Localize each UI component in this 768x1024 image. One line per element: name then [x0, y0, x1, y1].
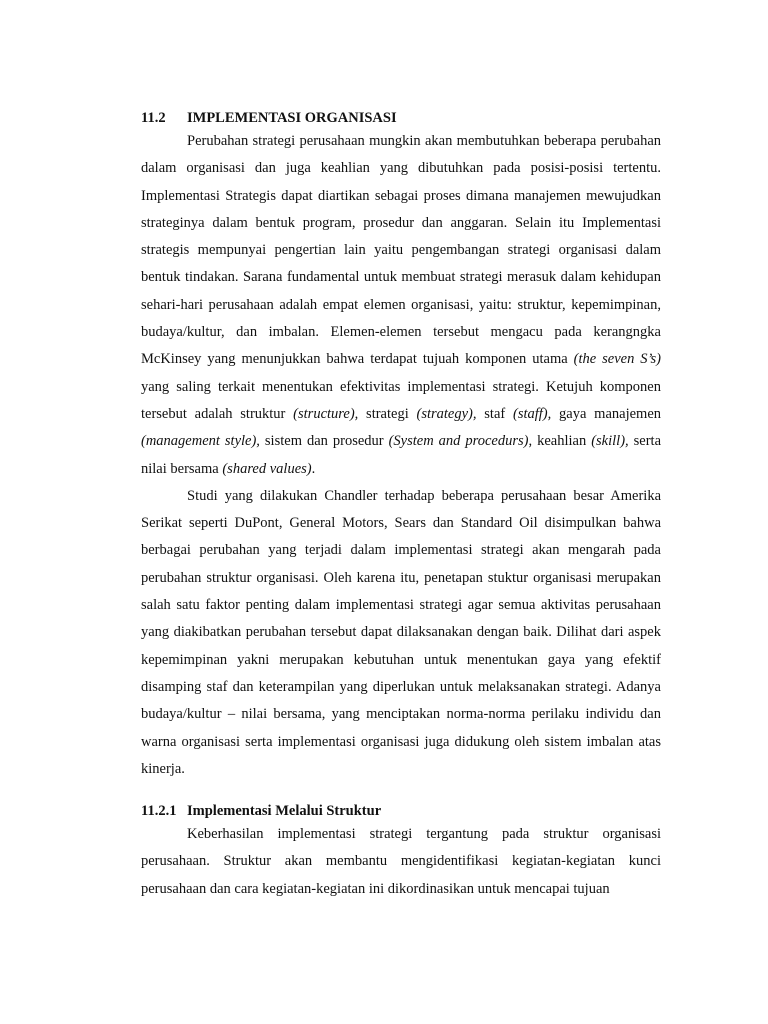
section-title: IMPLEMENTASI ORGANISASI: [187, 110, 397, 126]
paragraph-1-text: yang saling terkait menentukan efektivitas implementasi strategi. Ketujuh komponen tersebut adalah struktur: [141, 378, 661, 422]
paragraph-1-text: staf: [476, 405, 513, 422]
paragraph-1: [141, 128, 661, 483]
italic-term: (management style),: [141, 433, 260, 450]
paragraph-1-text: strategi: [358, 405, 417, 422]
paragraph-1-text: sistem dan prosedur: [259, 433, 389, 450]
italic-term: (System and procedurs): [388, 433, 529, 450]
italic-term: (shared values): [222, 460, 312, 477]
italic-term: (strategy),: [416, 405, 477, 422]
italic-term: (staff),: [513, 405, 552, 422]
paragraph-1-text: .: [311, 460, 316, 477]
paragraph-1-text: gaya manajemen: [551, 405, 662, 422]
document-page: [141, 108, 661, 903]
paragraph-1-text: , keahlian: [528, 433, 592, 450]
italic-term: (skill),: [591, 433, 629, 450]
section-heading: [141, 108, 661, 128]
italic-term: (structure),: [293, 405, 359, 422]
italic-term: (the seven S’s): [573, 351, 661, 368]
subsection-title: Implementasi Melalui Struktur: [187, 803, 382, 820]
paragraph-2: Studi yang dilakukan Chandler terhadap beberapa perusahaan besar Amerika Serikat seperti DuPont, General Motors, Sears dan Standard Oil disimpulkan bahwa berbagai perubahan yang terjadi dalam implementasi strategi akan mengarah pada perubahan struktur organisasi. Oleh karena itu, penetapan stuktur organisasi merupakan salah satu faktor penting dalam implementasi strategi agar semua aktivitas perusahaan yang diakibatkan perubahan tersebut dapat dilaksanakan dengan baik. Dilihat dari aspek kepemimpinan yakni merupakan kebutuhan untuk menentukan gaya yang efektif disamping staf dan keterampilan yang diperlukan untuk melaksanakan strategi. Adanya budaya/kultur – nilai bersama, yang menciptakan norma-norma perilaku individu dan warna organisasi serta implementasi organisasi juga didukung oleh sistem imbalan atas kinerja.: [141, 487, 661, 777]
subsection-heading: [141, 801, 661, 821]
section-number: 11.2: [141, 110, 166, 126]
paragraph-3: Keberhasilan implementasi strategi tergantung pada struktur organisasi perusahaan. Struktur akan membantu mengidentifikasi kegiatan-kegiatan kunci perusahaan dan cara kegiatan-kegiatan ini dikordinasikan untuk mencapai tujuan: [141, 826, 661, 897]
paragraph-1-text: Perubahan strategi perusahaan mungkin akan membutuhkan beberapa perubahan dalam organisasi dan juga keahlian yang dibutuhkan pada posisi-posisi tertentu. Implementasi Strategis dapat diartikan sebagai proses dimana manajemen mewujudkan strateginya dalam bentuk program, prosedur dan anggaran. Selain itu Implementasi strategis mempunyai pengertian lain yaitu pengembangan strategi organisasi dalam bentuk tindakan. Sarana fundamental untuk membuat strategi merasuk dalam kehidupan sehari-hari perusahaan adalah empat elemen organisasi, yaitu: struktur, kepemimpinan, budaya/kultur, dan imbalan. Elemen-elemen tersebut mengacu pada kerangngka McKinsey yang menunjukkan bahwa terdapat tujuah komponen utama: [141, 133, 661, 368]
paragraph-1-text: serta nilai bersama: [141, 433, 662, 477]
subsection-number: 11.2.1: [141, 803, 177, 820]
